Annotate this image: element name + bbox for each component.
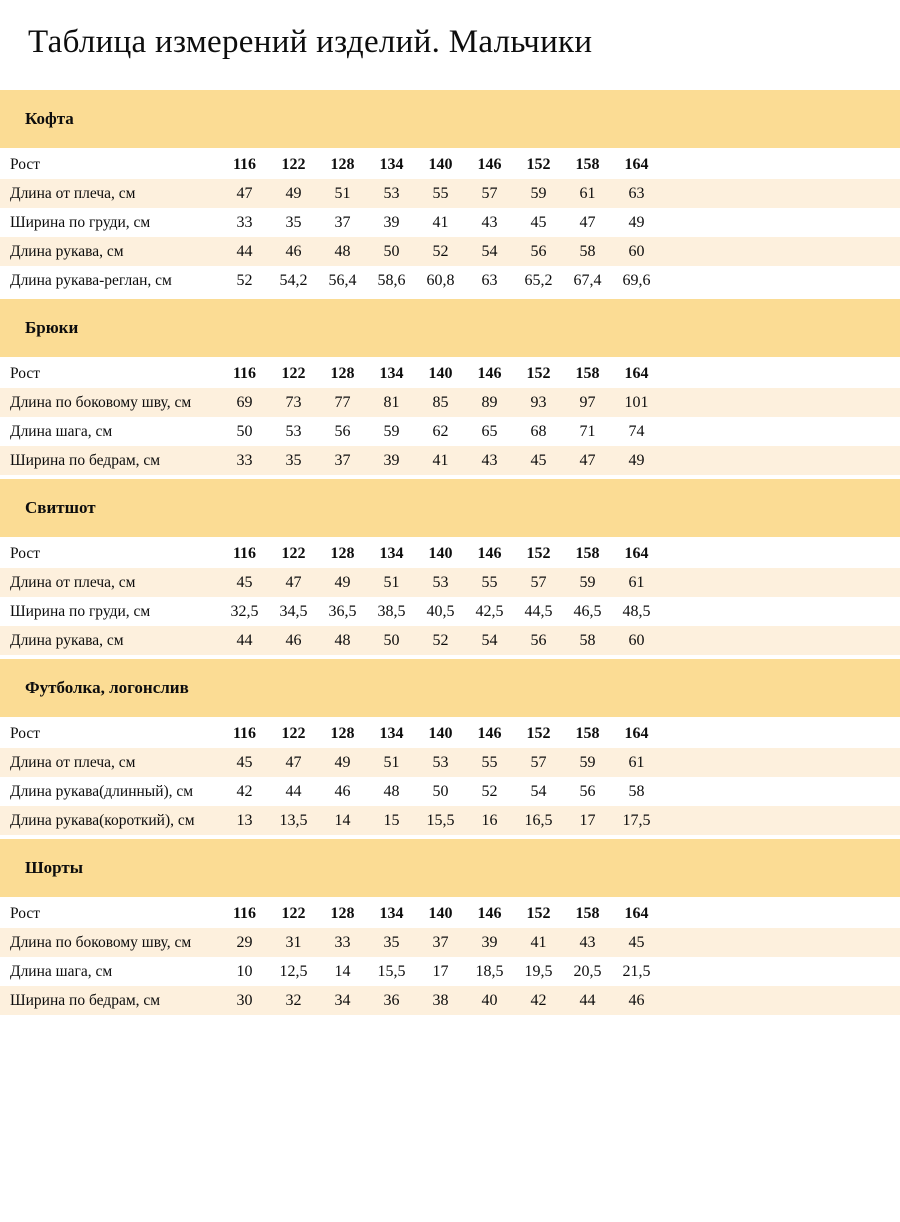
size-cell: 140 <box>428 364 453 382</box>
size-cell: 128 <box>330 724 355 742</box>
measurement-label: Ширина по бедрам, см <box>10 451 161 469</box>
value-cell: 50 <box>236 422 253 440</box>
value-cell: 14 <box>334 811 351 829</box>
size-row-label: Рост <box>10 904 41 922</box>
value-cell: 31 <box>285 933 302 951</box>
size-header-row <box>0 359 900 388</box>
value-cell: 58,6 <box>377 271 406 289</box>
value-cell: 74 <box>628 422 645 440</box>
section-title: Шорты <box>25 858 84 878</box>
value-cell: 17,5 <box>622 811 651 829</box>
value-cell: 57 <box>481 184 498 202</box>
size-row-label: Рост <box>10 724 41 742</box>
size-header-row <box>0 899 900 928</box>
value-cell: 55 <box>481 753 498 771</box>
value-cell: 46 <box>628 991 645 1009</box>
measurement-label: Длина от плеча, см <box>10 573 136 591</box>
value-cell: 93 <box>530 393 547 411</box>
value-cell: 97 <box>579 393 596 411</box>
page-title: Таблица измерений изделий. Мальчики <box>28 24 593 60</box>
value-cell: 49 <box>285 184 302 202</box>
value-cell: 14 <box>334 962 351 980</box>
value-cell: 42 <box>530 991 547 1009</box>
measurement-label: Ширина по груди, см <box>10 213 151 231</box>
value-cell: 36 <box>383 991 400 1009</box>
value-cell: 32,5 <box>230 602 259 620</box>
value-cell: 38 <box>432 991 449 1009</box>
value-cell: 34,5 <box>279 602 308 620</box>
value-cell: 60 <box>628 631 645 649</box>
value-cell: 15 <box>383 811 400 829</box>
value-cell: 46 <box>285 631 302 649</box>
value-cell: 51 <box>383 753 400 771</box>
size-cell: 146 <box>477 155 502 173</box>
value-cell: 63 <box>628 184 645 202</box>
value-cell: 59 <box>383 422 400 440</box>
size-cell: 116 <box>232 364 257 382</box>
value-cell: 52 <box>481 782 498 800</box>
value-cell: 42 <box>236 782 253 800</box>
value-cell: 20,5 <box>573 962 602 980</box>
value-cell: 69,6 <box>622 271 651 289</box>
value-cell: 10 <box>236 962 253 980</box>
value-cell: 49 <box>628 213 645 231</box>
value-cell: 45 <box>236 573 253 591</box>
value-cell: 39 <box>383 213 400 231</box>
value-cell: 18,5 <box>475 962 504 980</box>
measurement-label: Длина от плеча, см <box>10 753 136 771</box>
value-cell: 16 <box>481 811 498 829</box>
value-cell: 50 <box>383 631 400 649</box>
measurement-row <box>0 957 900 986</box>
value-cell: 59 <box>579 753 596 771</box>
value-cell: 59 <box>579 573 596 591</box>
value-cell: 36,5 <box>328 602 357 620</box>
product-section-2 <box>0 479 900 655</box>
size-cell: 146 <box>477 544 502 562</box>
value-cell: 43 <box>481 213 498 231</box>
value-cell: 56,4 <box>328 271 357 289</box>
value-cell: 40 <box>481 991 498 1009</box>
value-cell: 32 <box>285 991 302 1009</box>
section-title: Брюки <box>25 318 79 338</box>
value-cell: 61 <box>628 573 645 591</box>
size-cell: 152 <box>526 364 551 382</box>
measurement-label: Ширина по груди, см <box>10 602 151 620</box>
measurement-label: Длина рукава, см <box>10 631 124 649</box>
value-cell: 39 <box>383 451 400 469</box>
measurement-row <box>0 266 900 295</box>
section-title: Свитшот <box>25 498 96 518</box>
size-cell: 140 <box>428 904 453 922</box>
measurement-label: Длина по боковому шву, см <box>10 933 192 951</box>
size-cell: 164 <box>624 904 649 922</box>
size-row-label: Рост <box>10 544 41 562</box>
measurement-row <box>0 806 900 835</box>
value-cell: 47 <box>236 184 253 202</box>
size-cell: 134 <box>379 155 404 173</box>
section-header <box>0 479 900 537</box>
measurement-label: Длина шага, см <box>10 422 113 440</box>
value-cell: 44,5 <box>524 602 553 620</box>
size-cell: 158 <box>575 544 600 562</box>
value-cell: 56 <box>334 422 351 440</box>
size-cell: 116 <box>232 904 257 922</box>
measurement-row <box>0 597 900 626</box>
size-cell: 122 <box>281 904 306 922</box>
measurement-label: Длина рукава(длинный), см <box>10 782 194 800</box>
section-title: Кофта <box>25 109 74 129</box>
section-title: Футболка, логонслив <box>25 678 189 698</box>
size-cell: 134 <box>379 544 404 562</box>
measurement-label: Длина рукава, см <box>10 242 124 260</box>
value-cell: 53 <box>383 184 400 202</box>
value-cell: 58 <box>628 782 645 800</box>
size-cell: 128 <box>330 544 355 562</box>
value-cell: 53 <box>285 422 302 440</box>
value-cell: 55 <box>481 573 498 591</box>
value-cell: 59 <box>530 184 547 202</box>
value-cell: 48,5 <box>622 602 651 620</box>
value-cell: 63 <box>481 271 498 289</box>
value-cell: 37 <box>432 933 449 951</box>
value-cell: 46 <box>334 782 351 800</box>
size-cell: 122 <box>281 544 306 562</box>
value-cell: 49 <box>334 753 351 771</box>
value-cell: 47 <box>285 573 302 591</box>
value-cell: 65 <box>481 422 498 440</box>
value-cell: 56 <box>579 782 596 800</box>
measurement-label: Длина по боковому шву, см <box>10 393 192 411</box>
size-header-row <box>0 150 900 179</box>
value-cell: 38,5 <box>377 602 406 620</box>
value-cell: 85 <box>432 393 449 411</box>
value-cell: 44 <box>285 782 302 800</box>
size-cell: 158 <box>575 364 600 382</box>
value-cell: 51 <box>334 184 351 202</box>
value-cell: 52 <box>236 271 253 289</box>
product-section-0 <box>0 90 900 295</box>
value-cell: 54 <box>530 782 547 800</box>
size-row-label: Рост <box>10 155 41 173</box>
measurement-row <box>0 626 900 655</box>
size-cell: 152 <box>526 544 551 562</box>
size-cell: 164 <box>624 364 649 382</box>
value-cell: 51 <box>383 573 400 591</box>
value-cell: 47 <box>579 451 596 469</box>
size-cell: 164 <box>624 155 649 173</box>
value-cell: 45 <box>628 933 645 951</box>
measurement-document <box>0 22 900 1015</box>
value-cell: 43 <box>579 933 596 951</box>
section-header <box>0 839 900 897</box>
value-cell: 35 <box>285 451 302 469</box>
size-cell: 146 <box>477 364 502 382</box>
value-cell: 60 <box>628 242 645 260</box>
value-cell: 13 <box>236 811 253 829</box>
value-cell: 37 <box>334 213 351 231</box>
size-cell: 164 <box>624 724 649 742</box>
sections-container <box>0 90 900 1015</box>
value-cell: 47 <box>285 753 302 771</box>
value-cell: 69 <box>236 393 253 411</box>
value-cell: 13,5 <box>279 811 308 829</box>
size-row-label: Рост <box>10 364 41 382</box>
section-header <box>0 299 900 357</box>
value-cell: 41 <box>432 451 449 469</box>
value-cell: 21,5 <box>622 962 651 980</box>
value-cell: 54 <box>481 631 498 649</box>
value-cell: 16,5 <box>524 811 553 829</box>
product-section-1 <box>0 299 900 475</box>
value-cell: 37 <box>334 451 351 469</box>
size-cell: 122 <box>281 364 306 382</box>
value-cell: 68 <box>530 422 547 440</box>
value-cell: 56 <box>530 242 547 260</box>
value-cell: 50 <box>432 782 449 800</box>
size-cell: 146 <box>477 724 502 742</box>
measurement-row <box>0 568 900 597</box>
value-cell: 50 <box>383 242 400 260</box>
product-section-3 <box>0 659 900 835</box>
size-cell: 158 <box>575 724 600 742</box>
measurement-label: Длина рукава(короткий), см <box>10 811 195 829</box>
value-cell: 48 <box>334 631 351 649</box>
measurement-row <box>0 208 900 237</box>
value-cell: 35 <box>285 213 302 231</box>
size-cell: 140 <box>428 155 453 173</box>
value-cell: 45 <box>530 213 547 231</box>
value-cell: 48 <box>334 242 351 260</box>
size-cell: 158 <box>575 904 600 922</box>
size-header-row <box>0 539 900 568</box>
value-cell: 58 <box>579 242 596 260</box>
value-cell: 44 <box>579 991 596 1009</box>
value-cell: 62 <box>432 422 449 440</box>
measurement-label: Длина от плеча, см <box>10 184 136 202</box>
measurement-row <box>0 417 900 446</box>
value-cell: 57 <box>530 573 547 591</box>
measurement-label: Длина рукава-реглан, см <box>10 271 172 289</box>
size-cell: 134 <box>379 904 404 922</box>
value-cell: 65,2 <box>524 271 553 289</box>
size-cell: 128 <box>330 364 355 382</box>
size-cell: 122 <box>281 724 306 742</box>
size-cell: 152 <box>526 155 551 173</box>
value-cell: 30 <box>236 991 253 1009</box>
value-cell: 47 <box>579 213 596 231</box>
size-cell: 134 <box>379 364 404 382</box>
value-cell: 39 <box>481 933 498 951</box>
value-cell: 53 <box>432 753 449 771</box>
measurement-row <box>0 179 900 208</box>
value-cell: 17 <box>432 962 449 980</box>
value-cell: 46,5 <box>573 602 602 620</box>
value-cell: 12,5 <box>279 962 308 980</box>
size-cell: 158 <box>575 155 600 173</box>
value-cell: 54 <box>481 242 498 260</box>
value-cell: 81 <box>383 393 400 411</box>
value-cell: 45 <box>530 451 547 469</box>
measurement-row <box>0 446 900 475</box>
value-cell: 45 <box>236 753 253 771</box>
value-cell: 44 <box>236 242 253 260</box>
size-cell: 152 <box>526 724 551 742</box>
size-cell: 140 <box>428 544 453 562</box>
size-header-row <box>0 719 900 748</box>
value-cell: 52 <box>432 631 449 649</box>
value-cell: 61 <box>628 753 645 771</box>
value-cell: 56 <box>530 631 547 649</box>
value-cell: 71 <box>579 422 596 440</box>
value-cell: 43 <box>481 451 498 469</box>
measurement-row <box>0 237 900 266</box>
value-cell: 49 <box>628 451 645 469</box>
value-cell: 15,5 <box>426 811 455 829</box>
value-cell: 49 <box>334 573 351 591</box>
size-cell: 116 <box>232 544 257 562</box>
measurement-label: Ширина по бедрам, см <box>10 991 161 1009</box>
value-cell: 54,2 <box>279 271 308 289</box>
measurement-row <box>0 928 900 957</box>
value-cell: 29 <box>236 933 253 951</box>
value-cell: 15,5 <box>377 962 406 980</box>
size-cell: 140 <box>428 724 453 742</box>
value-cell: 34 <box>334 991 351 1009</box>
measurement-row <box>0 777 900 806</box>
measurement-row <box>0 986 900 1015</box>
value-cell: 77 <box>334 393 351 411</box>
value-cell: 35 <box>383 933 400 951</box>
value-cell: 33 <box>334 933 351 951</box>
value-cell: 52 <box>432 242 449 260</box>
size-cell: 128 <box>330 155 355 173</box>
value-cell: 73 <box>285 393 302 411</box>
value-cell: 58 <box>579 631 596 649</box>
size-cell: 152 <box>526 904 551 922</box>
section-header <box>0 90 900 148</box>
size-cell: 122 <box>281 155 306 173</box>
value-cell: 55 <box>432 184 449 202</box>
size-cell: 146 <box>477 904 502 922</box>
size-cell: 116 <box>232 724 257 742</box>
value-cell: 42,5 <box>475 602 504 620</box>
value-cell: 48 <box>383 782 400 800</box>
size-cell: 134 <box>379 724 404 742</box>
size-cell: 116 <box>232 155 257 173</box>
value-cell: 17 <box>579 811 596 829</box>
value-cell: 33 <box>236 213 253 231</box>
value-cell: 41 <box>530 933 547 951</box>
value-cell: 61 <box>579 184 596 202</box>
value-cell: 40,5 <box>426 602 455 620</box>
value-cell: 60,8 <box>426 271 455 289</box>
product-section-4 <box>0 839 900 1015</box>
value-cell: 89 <box>481 393 498 411</box>
measurement-label: Длина шага, см <box>10 962 113 980</box>
measurement-row <box>0 388 900 417</box>
value-cell: 53 <box>432 573 449 591</box>
value-cell: 44 <box>236 631 253 649</box>
value-cell: 33 <box>236 451 253 469</box>
value-cell: 67,4 <box>573 271 602 289</box>
value-cell: 101 <box>624 393 649 411</box>
measurement-row <box>0 748 900 777</box>
size-cell: 128 <box>330 904 355 922</box>
value-cell: 46 <box>285 242 302 260</box>
value-cell: 19,5 <box>524 962 553 980</box>
value-cell: 57 <box>530 753 547 771</box>
size-cell: 164 <box>624 544 649 562</box>
value-cell: 41 <box>432 213 449 231</box>
section-header <box>0 659 900 717</box>
